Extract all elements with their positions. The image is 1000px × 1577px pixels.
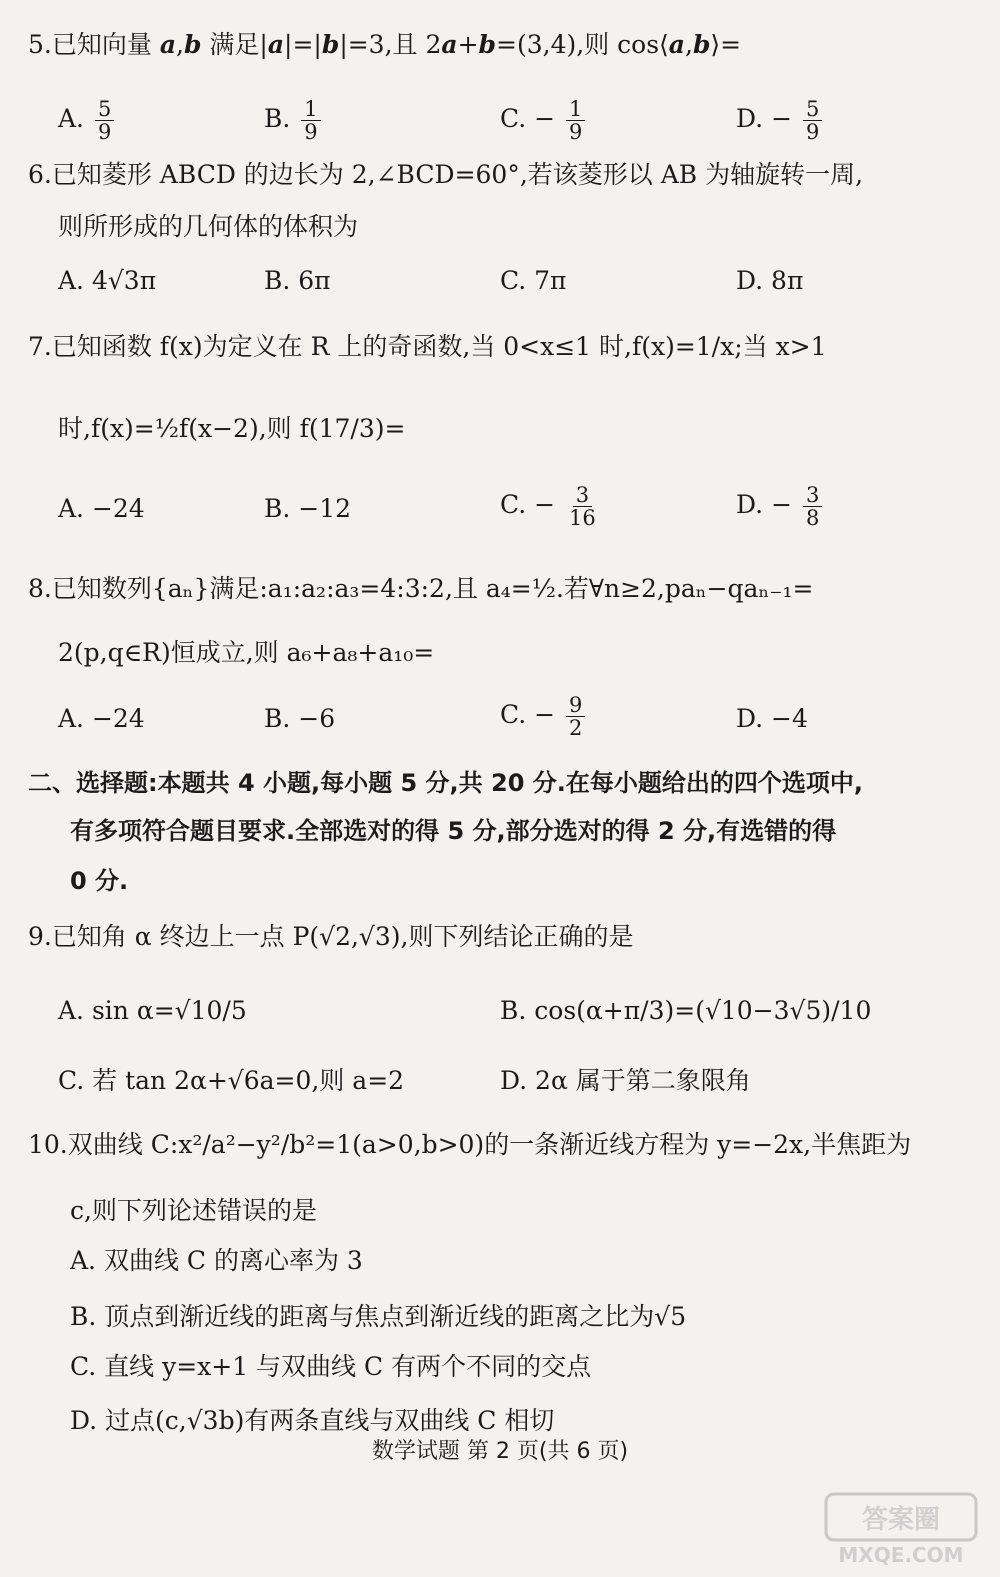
q10-option-d: D. 过点(c,√3b)有两条直线与双曲线 C 相切 bbox=[70, 1406, 555, 1435]
page-footer: 数学试题 第 2 页(共 6 页) bbox=[371, 1439, 629, 1464]
q10-stem-line2: c,则下列论述错误的是 bbox=[70, 1196, 317, 1225]
svg-text:MXQE.COM: MXQE.COM bbox=[838, 1543, 964, 1567]
q7-d-fraction: $\frac{3}{8}$ bbox=[803, 484, 822, 529]
q6-option-c: C. 7π bbox=[500, 266, 567, 295]
q6-stem-line2: 则所形成的几何体的体积为 bbox=[58, 212, 359, 241]
q8-stem-line2: 2(p,q∈R)恒成立,则 a₆+a₈+a₁₀= bbox=[58, 638, 435, 667]
q5-option-b: B. $\frac{1}{9}$ bbox=[264, 98, 324, 143]
q9-option-c: C. 若 tan 2α+√6a=0,则 a=2 bbox=[58, 1066, 405, 1095]
q9-stem: 9.已知角 α 终边上一点 P(√2,√3),则下列结论正确的是 bbox=[28, 922, 634, 951]
q9-option-a: A. sin α=√10/5 bbox=[58, 996, 247, 1025]
q6-stem-line1: 6.已知菱形 ABCD 的边长为 2,∠BCD=60°,若该菱形以 AB 为轴旋转一周, bbox=[28, 160, 864, 189]
q8-option-a: A. −24 bbox=[58, 704, 145, 733]
q7-option-a: A. −24 bbox=[58, 494, 145, 523]
q9-option-b: B. cos(α+π/3)=(√10−3√5)/10 bbox=[500, 996, 872, 1025]
q8-stem-line1: 8.已知数列{aₙ}满足:a₁:a₂:a₃=4:3:2,且 a₄=½.若∀n≥2,paₙ−qaₙ₋₁= bbox=[28, 574, 814, 603]
q6-option-b: B. 6π bbox=[264, 266, 331, 295]
section2-line2: 有多项符合题目要求.全部选对的得 5 分,部分选对的得 2 分,有选错的得 bbox=[70, 817, 837, 845]
q10-option-a: A. 双曲线 C 的离心率为 3 bbox=[70, 1246, 363, 1275]
q10-stem-line1: 10.双曲线 C:x²/a²−y²/b²=1(a>0,b>0)的一条渐近线方程为 y=−2x,半焦距为 bbox=[28, 1130, 912, 1159]
section2-line3: 0 分. bbox=[70, 867, 129, 895]
q7-option-b: B. −12 bbox=[264, 494, 352, 523]
q8-option-b: B. −6 bbox=[264, 704, 336, 733]
q6-option-a: A. 4√3π bbox=[58, 266, 157, 295]
watermark-logo bbox=[816, 1490, 986, 1570]
q10-option-c: C. 直线 y=x+1 与双曲线 C 有两个不同的交点 bbox=[70, 1352, 592, 1381]
q7-stem-line2: 时,f(x)=½f(x−2),则 f(17/3)= bbox=[58, 414, 406, 443]
q8-c-fraction: $\frac{9}{2}$ bbox=[566, 694, 585, 739]
q5-option-c: C. − $\frac{1}{9}$ bbox=[500, 98, 588, 143]
q5-option-d: D. − $\frac{5}{9}$ bbox=[736, 98, 825, 143]
q5-option-a: A. $\frac{5}{9}$ bbox=[58, 98, 117, 143]
q8-option-d: D. −4 bbox=[736, 704, 808, 733]
q5-c-fraction: $\frac{1}{9}$ bbox=[566, 98, 585, 143]
q7-c-fraction: $\frac{3}{16}$ bbox=[569, 483, 596, 530]
q5-b-fraction: $\frac{1}{9}$ bbox=[301, 98, 320, 143]
q7-stem-line1: 7.已知函数 f(x)为定义在 R 上的奇函数,当 0<x≤1 时,f(x)=1/x;当 x>1 bbox=[28, 332, 827, 361]
q8-option-c: C. − $\frac{9}{2}$ bbox=[500, 694, 588, 739]
q6-option-d: D. 8π bbox=[736, 266, 804, 295]
q5-d-fraction: $\frac{5}{9}$ bbox=[803, 98, 822, 143]
q7-option-c: C. − $\frac{3}{16}$ bbox=[500, 484, 602, 529]
q10-option-b: B. 顶点到渐近线的距离与焦点到渐近线的距离之比为√5 bbox=[70, 1302, 687, 1331]
q5-a-fraction: $\frac{5}{9}$ bbox=[95, 98, 114, 143]
svg-text:答案圈: 答案圈 bbox=[861, 1505, 941, 1535]
q5-stem: 5.已知向量 a,b 满足|a|=|b|=3,且 2a+b=(3,4),则 cos⟨a,b⟩= bbox=[28, 30, 742, 59]
q9-option-d: D. 2α 属于第二象限角 bbox=[500, 1066, 751, 1095]
q7-option-d: D. − $\frac{3}{8}$ bbox=[736, 484, 825, 529]
section2-line1: 二、选择题:本题共 4 小题,每小题 5 分,共 20 分.在每小题给出的四个选项中, bbox=[28, 769, 863, 797]
